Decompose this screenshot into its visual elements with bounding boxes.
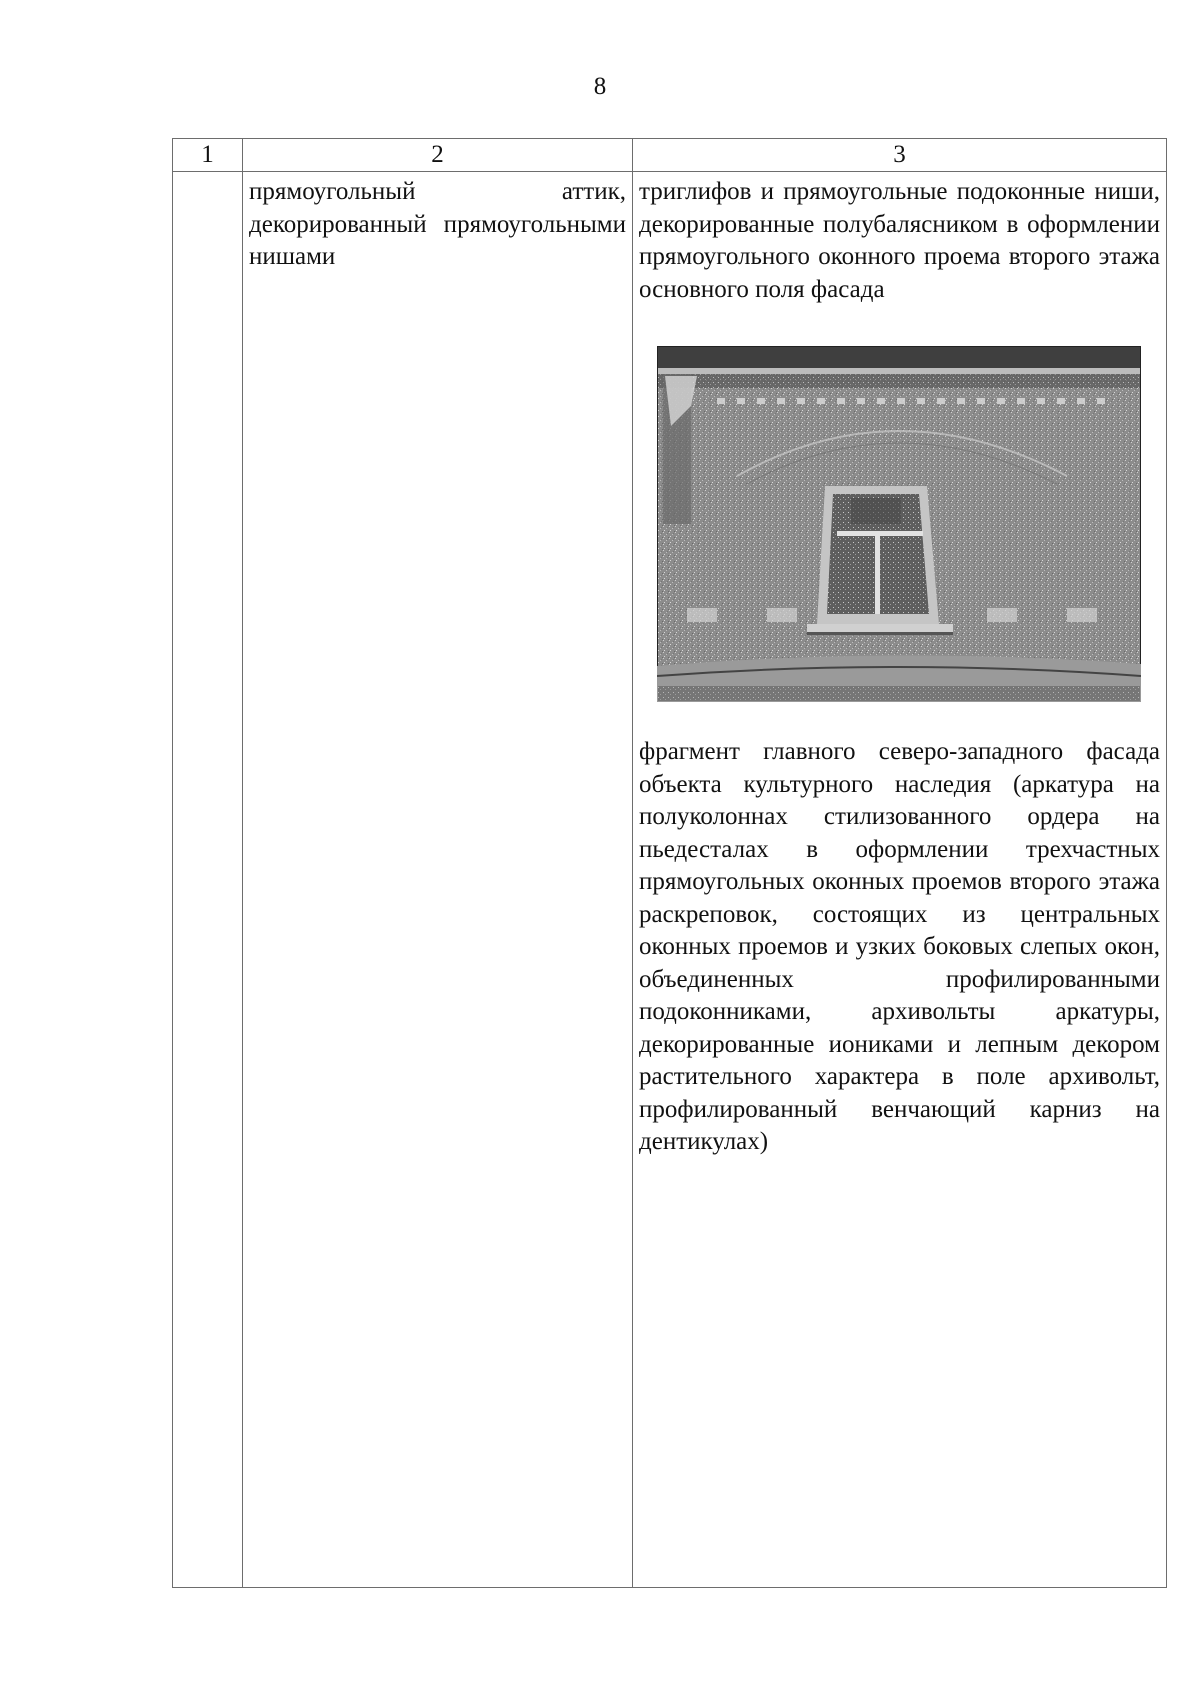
table-row xyxy=(173,172,1167,1588)
document-table xyxy=(172,138,1167,1588)
facade-photo xyxy=(657,346,1141,702)
photo-caption: фрагмент главного северо-западного фасада объекта культурного наследия (аркатура на полуколоннах стилизованного ордера на пьедесталах в оформлении трехчастных прямоугольных оконных проемов второго этажа раскреповок, состоящих из центральных оконных проемов и узких боковых слепых окон, объединенных профилированными подоконниками, архивольты аркатуры, декорированные иониками и лепным декором растительного характера в поле архивольт, профилированный венчающий карниз на дентикулах) xyxy=(639,738,1160,1155)
table-header-row xyxy=(173,139,1167,172)
cell-col-2 xyxy=(243,172,633,1588)
page-number: 8 xyxy=(593,73,607,100)
header-col-3: 3 xyxy=(633,139,1167,172)
cell-col-3 xyxy=(633,172,1167,1588)
element-description: прямоугольный аттик, декорированный прямоугольными нишами xyxy=(249,178,626,270)
header-col-2: 2 xyxy=(243,139,633,172)
cell-col-1 xyxy=(173,172,243,1588)
decor-description: триглифов и прямоугольные подоконные ниши, декорированные полубалясником в оформлении прямоугольного оконного проема второго этажа основного поля фасада xyxy=(639,178,1160,303)
header-col-1: 1 xyxy=(173,139,243,172)
